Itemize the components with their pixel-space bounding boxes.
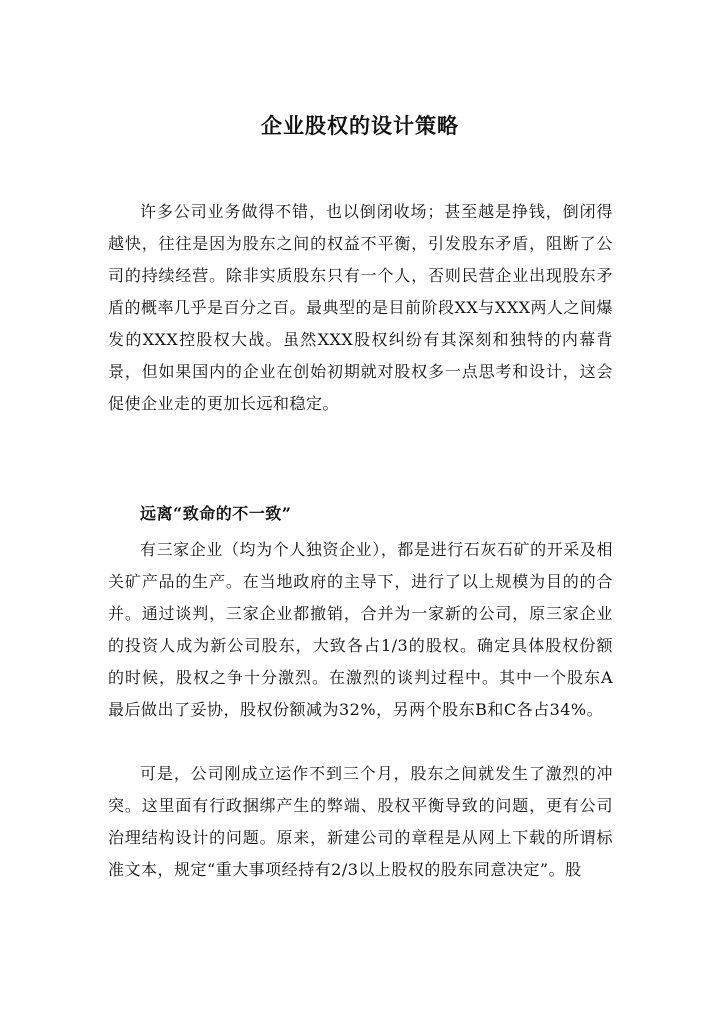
section-paragraph-block-2 bbox=[108, 758, 613, 886]
section-paragraph-block-1 bbox=[108, 534, 613, 726]
document-title: 企业股权的设计策略 bbox=[261, 113, 459, 138]
section-paragraph: 可是，公司刚成立运作不到三个月，股东之间就发生了激烈的冲突。这里面有行政捆绑产生的弊端、股权平衡导致的问题，更有公司治理结构设计的问题。原来，新建公司的章程是从网上下载的所谓标准文本，规定“重大事项经持有2/3以上股权的股东同意决定”。股 bbox=[108, 764, 613, 879]
intro-paragraph: 许多公司业务做得不错，也以倒闭收场；甚至越是挣钱，倒闭得越快，往往是因为股东之间的权益不平衡，引发股东矛盾，阻断了公司的持续经营。除非实质股东只有一个人，否则民营企业出现股东矛盾的概率几乎是百分之百。最典型的是目前阶段XX与XXX两人之间爆发的XXX控股权大战。虽然XXX股权纠纷有其深刻和独特的内幕背景，但如果国内的企业在创始初期就对股权多一点思考和设计，这会促使企业走的更加长远和稳定。 bbox=[108, 202, 613, 413]
intro-paragraph-block bbox=[108, 196, 613, 420]
section-paragraph: 有三家企业（均为个人独资企业），都是进行石灰石矿的开采及相关矿产品的生产。在当地政府的主导下，进行了以上规模为目的的合并。通过谈判，三家企业都撤销，合并为一家新的公司，原三家企业的投资人成为新公司股东，大致各占1/3的股权。确定具体股权份额的时候，股权之争十分激烈。在激烈的谈判过程中。其中一个股东A最后做出了妥协，股权份额减为32%，另两个股东B和C各占34%。 bbox=[108, 540, 613, 719]
section-heading: 远离“致命的不一致” bbox=[140, 504, 292, 523]
